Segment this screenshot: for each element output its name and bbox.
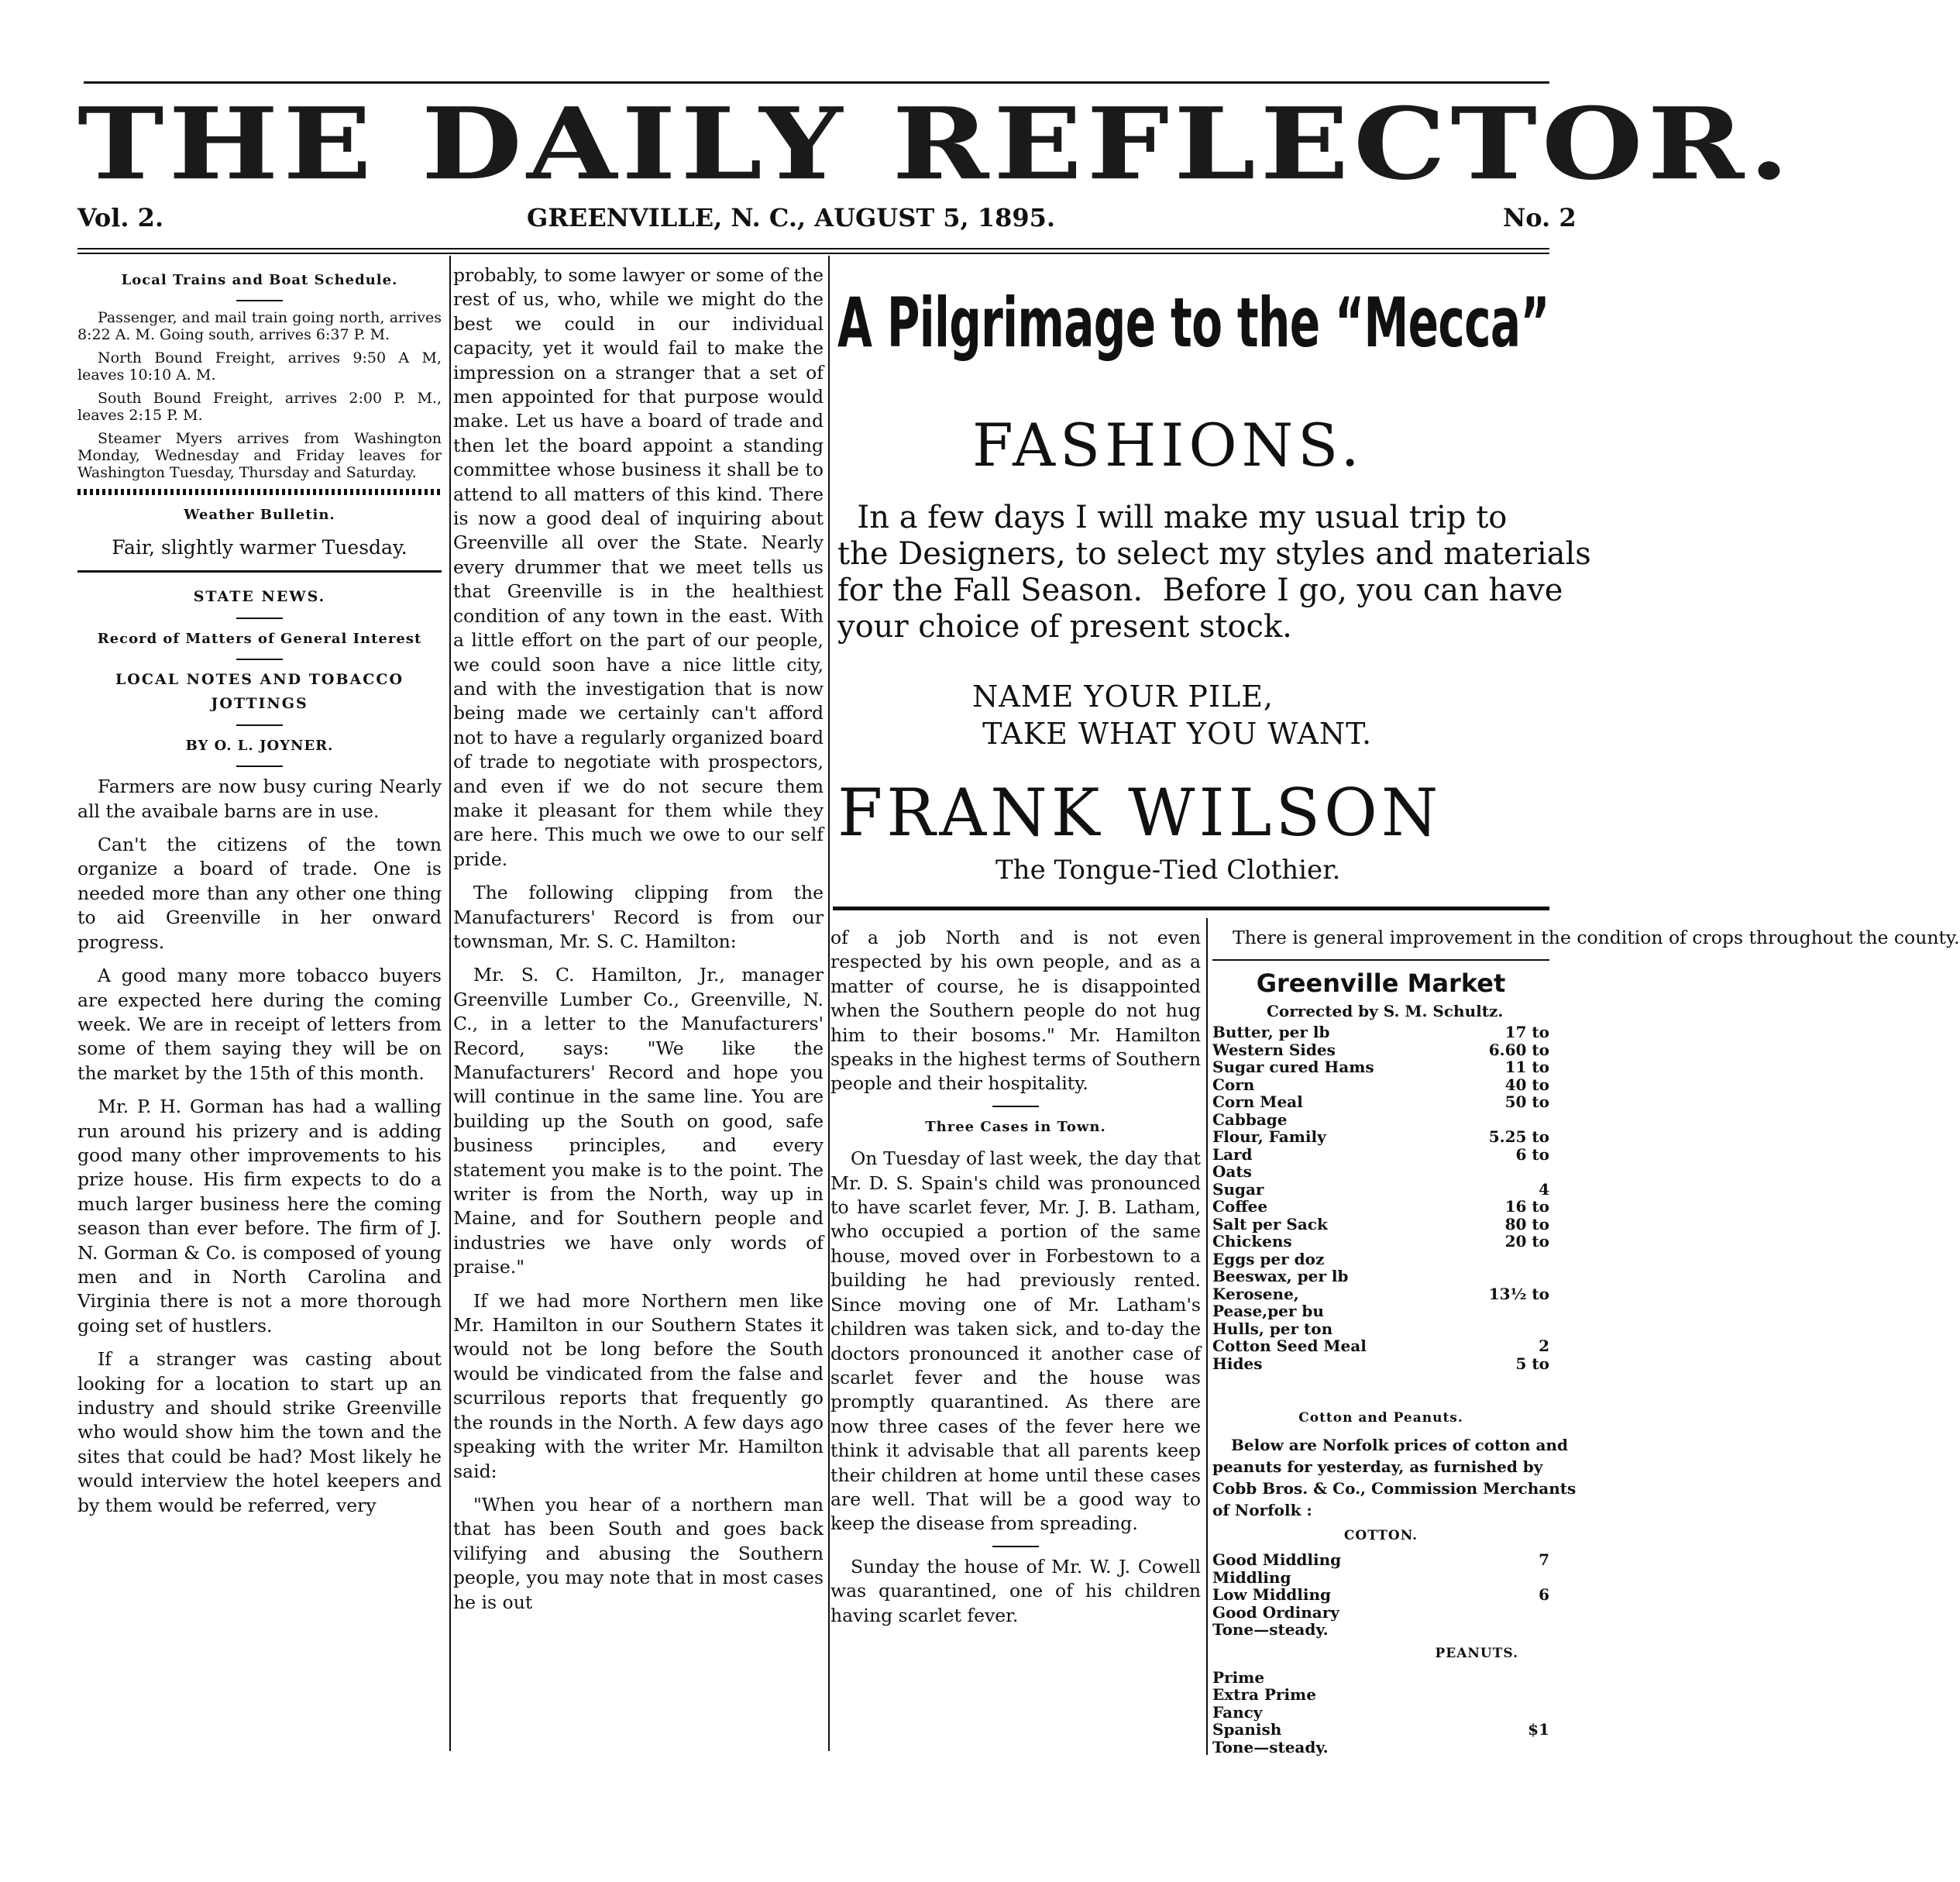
item-name: Prime — [1212, 1667, 1265, 1687]
ad-slogan: NAME YOUR PILE, TAKE WHAT YOU WANT. — [972, 680, 1373, 751]
price-row — [1212, 1285, 1549, 1303]
column-rule-2 — [828, 256, 830, 1751]
item-name: Western Sides — [1212, 1040, 1336, 1059]
cases-heading: Three Cases in Town. — [925, 1118, 1106, 1135]
item-name: Hides — [1212, 1354, 1263, 1373]
paragraph: If we had more Northern men like Mr. Hamilton in our Southern States it would not be long before the South would be vindicated from the false and scurrilous reports that frequently go the rounds in the North. A few days ago speaking with the writer Mr. Hamilton said: — [453, 1289, 824, 1482]
market-price-list — [1212, 1024, 1549, 1372]
item-name: Flour, Family — [1212, 1127, 1326, 1147]
ad-body: In a few days I will make my usual trip to the Designers, to select my styles and materials for the Fall Season. Before I go, you can have your choice of present stock. — [837, 500, 1591, 645]
item-price: 20 to — [1504, 1232, 1549, 1251]
schedule-item: Steamer Myers arrives from Washington Monday, Wednesday and Friday leaves for Washington Tuesday, Thursday and Saturday. — [77, 430, 442, 482]
item-name: Beeswax, per lb — [1212, 1267, 1349, 1286]
column-2 — [453, 263, 824, 1751]
paragraph: Mr. S. C. Hamilton, Jr., manager Greenville Lumber Co., Greenville, N. C., in a letter to the Manufacturers' Record, says: "We like the Manufacturers' Record and hope you will continue in the same line. You are building up the South on good, safe business principles, and every statement you make is to the point. The writer is from the North, way up in Maine, and for Southern people and industries we have only words of praise." — [453, 964, 824, 1278]
price-row — [1212, 1058, 1549, 1076]
schedule-item: North Bound Freight, arrives 9:50 A M, leaves 10:10 A. M. — [77, 349, 442, 384]
item-name: Lard — [1212, 1144, 1253, 1164]
record-subheading: Record of Matters of General Interest — [97, 630, 422, 647]
item-price: 17 to — [1504, 1023, 1549, 1042]
column-rule-3 — [1206, 918, 1208, 1755]
ad-fashions: FASHIONS. — [972, 411, 1364, 480]
item-name: Corn — [1212, 1075, 1255, 1094]
paragraph: Sunday the house of Mr. W. J. Cowell was quarantined, one of his children having scarlet fever. — [830, 1555, 1201, 1626]
column-4 — [1212, 926, 1960, 1756]
paragraph: Can't the citizens of the town organize a board of trade. One is needed more than any other one thing to aid Greenville in her onward progress. — [77, 834, 442, 953]
item-name: Salt per Sack — [1212, 1214, 1328, 1233]
item-price: 11 to — [1504, 1058, 1549, 1077]
weather-heading: Weather Bulletin. — [184, 507, 335, 524]
cotton-heading: COTTON. — [1343, 1527, 1418, 1543]
peanuts-heading: PEANUTS. — [1435, 1645, 1518, 1661]
item-name: Extra Prime — [1212, 1685, 1316, 1705]
paragraph: probably, to some lawyer or some of the rest of us, who, while we might do the best we could in our individual capacity, yet it would fail to make the impression on a stranger that a set of men appointed for that purpose would make. Let us have a board of trade and then let the board appoint a standing committee whose business it shall be to attend to all matters of this kind. There is now a good deal of inquiring about Greenville all over the State. Nearly every drummer that we meet tells us that Greenville is in the healthiest condition of any town in the east. With a little effort on the part of our people, we could soon have a nice little city, and with the investigation that is now being made we certainly can't afford not to have a regularly organized board of trade to negotiate with prospectors, and even if we do not secure them make it pleasant for them while they are here. This much we owe to our self pride. — [453, 264, 824, 870]
price-row — [1212, 1181, 1549, 1199]
volume-label: Vol. 2. — [77, 203, 164, 232]
item-name: Sugar — [1212, 1179, 1264, 1199]
byline: BY O. L. JOYNER. — [185, 737, 334, 754]
price-row — [1212, 1355, 1549, 1373]
item-name: Hulls, per ton — [1212, 1319, 1333, 1338]
dateline: GREENVILLE, N. C., AUGUST 5, 1895. — [527, 203, 1056, 232]
price-row — [1212, 1146, 1549, 1164]
market-corrected-by: Corrected by S. M. Schultz. — [1267, 1001, 1504, 1020]
ad-merchant-tagline: The Tongue-Tied Clothier. — [995, 855, 1341, 886]
item-name: Oats — [1212, 1162, 1252, 1182]
paragraph: On Tuesday of last week, the day that Mr. D. S. Spain's child was pronounced to have scarlet fever, Mr. J. B. Latham, who occupied a portion of the same house, moved over in Forbestown to a building he had previously rented. Since moving one of Mr. Latham's children was taken sick, and to-day the doctors pronounced it another case of scarlet fever and the house was promptly quarantined. As there are now three cases of the fever here we think it advisable that all parents keep their children at home until these cases are well. That will be a good way to keep the disease from spreading. — [830, 1147, 1201, 1535]
item-name: Middling — [1212, 1567, 1291, 1587]
column-3 — [830, 926, 1201, 1751]
market-title: Greenville Market — [1256, 969, 1506, 999]
item-price: 6 — [1539, 1585, 1549, 1605]
item-price: 80 to — [1504, 1214, 1549, 1233]
item-price: 2 — [1539, 1337, 1549, 1356]
price-row — [1212, 1233, 1549, 1251]
state-news-heading: STATE NEWS. — [193, 588, 326, 606]
peanut-price-list — [1212, 1669, 1549, 1756]
price-row — [1212, 1076, 1549, 1094]
price-row — [1212, 1686, 1549, 1704]
price-row — [1212, 1669, 1549, 1687]
paragraph: Mr. P. H. Gorman has had a walling run around his prizery and is adding good many other improvements to his prize house. His firm expects to do a much larger business here the coming season than ever before. The firm of J. N. Gorman & Co. is composed of young men and in North Carolina and Virginia there is not a more thorough going set of hustlers. — [77, 1096, 442, 1337]
item-name: Cabbage — [1212, 1110, 1288, 1129]
price-row — [1212, 1198, 1549, 1216]
item-name: Pease,per bu — [1212, 1302, 1324, 1321]
price-row — [1212, 1320, 1549, 1338]
price-row — [1212, 1586, 1549, 1604]
item-price: 5.25 to — [1488, 1127, 1549, 1147]
price-row — [1212, 1721, 1549, 1739]
price-row — [1212, 1128, 1549, 1146]
item-price: 7 — [1539, 1550, 1549, 1570]
paragraph: "When you hear of a northern man that has been South and goes back vilifying and abusing the Southern people, you may note that in most cases he is out — [453, 1493, 824, 1613]
column-1 — [77, 263, 442, 1751]
schedule-item: Passenger, and mail train going north, arrives 8:22 A. M. Going south, arrives 6:37 P. M. — [77, 309, 442, 344]
price-row — [1212, 1163, 1549, 1181]
local-notes-heading: LOCAL NOTES AND TOBACCO JOTTINGS — [115, 671, 404, 713]
item-name: Good Ordinary — [1212, 1602, 1339, 1622]
price-row — [1212, 1216, 1549, 1233]
item-price: 4 — [1539, 1179, 1549, 1199]
item-price: 6 to — [1515, 1144, 1549, 1164]
paragraph: There is general improvement in the condition of crops throughout the county. — [1233, 927, 1960, 948]
newspaper-title: THE DAILY REFLECTOR. — [77, 86, 1794, 202]
top-rule — [84, 81, 1549, 84]
price-row — [1212, 1337, 1549, 1355]
item-name: Butter, per lb — [1212, 1023, 1330, 1042]
item-price: 50 to — [1504, 1092, 1549, 1112]
edition-line — [0, 203, 1577, 239]
item-name: Eggs per doz — [1212, 1249, 1325, 1268]
price-row — [1212, 1604, 1549, 1622]
price-row — [1212, 1704, 1549, 1722]
paragraph: Farmers are now busy curing Nearly all the avaibale barns are in use. — [77, 776, 442, 822]
price-row — [1212, 1041, 1549, 1059]
item-name: Sugar cured Hams — [1212, 1058, 1374, 1077]
item-price: 5 to — [1515, 1354, 1549, 1373]
ad-bottom-rule — [833, 907, 1549, 910]
price-row — [1212, 1739, 1549, 1756]
item-price: 40 to — [1504, 1075, 1549, 1094]
item-price: 6.60 to — [1488, 1040, 1549, 1059]
item-name: Tone—steady. — [1212, 1737, 1329, 1756]
price-row — [1212, 1251, 1549, 1268]
item-price: $1 — [1528, 1720, 1549, 1739]
column-rule-1 — [449, 256, 451, 1751]
paragraph: If a stranger was casting about looking for a location to start up an industry and should strike Greenville who would show him the town and the sites that could be had? Most likely he would interview the hotel keepers and by them would be referred, very — [77, 1348, 442, 1516]
ad-headline: A Pilgrimage to the “Mecca” — [837, 283, 1549, 363]
cotton-peanuts-intro: Below are Norfolk prices of cotton and peanuts for yesterday, as furnished by Cobb Bros. & Co., Commission Merchants of Norfolk : — [1212, 1435, 1577, 1519]
cotton-peanuts-heading: Cotton and Peanuts. — [1298, 1410, 1463, 1426]
paragraph: A good many more tobacco buyers are expected here during the coming week. We are in receipt of letters from some of them saying they will be on the market by the 15th of this month. — [77, 965, 442, 1084]
item-name: Kerosene, — [1212, 1284, 1299, 1303]
schedule-heading: Local Trains and Boat Schedule. — [121, 272, 398, 288]
price-row — [1212, 1093, 1549, 1111]
item-name: Cotton Seed Meal — [1212, 1337, 1367, 1356]
item-price: 16 to — [1504, 1197, 1549, 1216]
item-name: Chickens — [1212, 1232, 1292, 1251]
item-name: Coffee — [1212, 1197, 1268, 1216]
price-row — [1212, 1551, 1549, 1569]
issue-number: No. 2 — [1503, 203, 1577, 232]
header-rule — [77, 248, 1549, 249]
schedule-item: South Bound Freight, arrives 2:00 P. M., leaves 2:15 P. M. — [77, 390, 442, 425]
price-row — [1212, 1569, 1549, 1587]
item-name: Good Middling — [1212, 1550, 1342, 1570]
price-row — [1212, 1268, 1549, 1285]
frank-wilson-ad — [833, 267, 1591, 903]
paragraph: The following clipping from the Manufacturers' Record is from our townsman, Mr. S. C. Hamilton: — [453, 882, 824, 952]
item-name: Corn Meal — [1212, 1092, 1303, 1112]
paragraph: of a job North and is not even respected by his own people, and as a matter of course, he is disappointed when the Southern people do not hug him to their bosoms." Mr. Hamilton speaks in the highest terms of Southern people and their hospitality. — [830, 927, 1201, 1095]
item-name: Tone—steady. — [1212, 1620, 1329, 1639]
header-rule-2 — [77, 253, 1549, 254]
price-row — [1212, 1024, 1549, 1041]
item-name: Fancy — [1212, 1702, 1263, 1722]
item-name: Spanish — [1212, 1720, 1282, 1739]
cotton-price-list — [1212, 1551, 1549, 1639]
ad-merchant-name: FRANK WILSON — [837, 775, 1442, 851]
item-price: 13½ to — [1488, 1284, 1549, 1303]
price-row — [1212, 1302, 1549, 1320]
item-name: Low Middling — [1212, 1585, 1332, 1605]
weather-text: Fair, slightly warmer Tuesday. — [112, 535, 407, 559]
price-row — [1212, 1111, 1549, 1129]
price-row — [1212, 1621, 1549, 1639]
